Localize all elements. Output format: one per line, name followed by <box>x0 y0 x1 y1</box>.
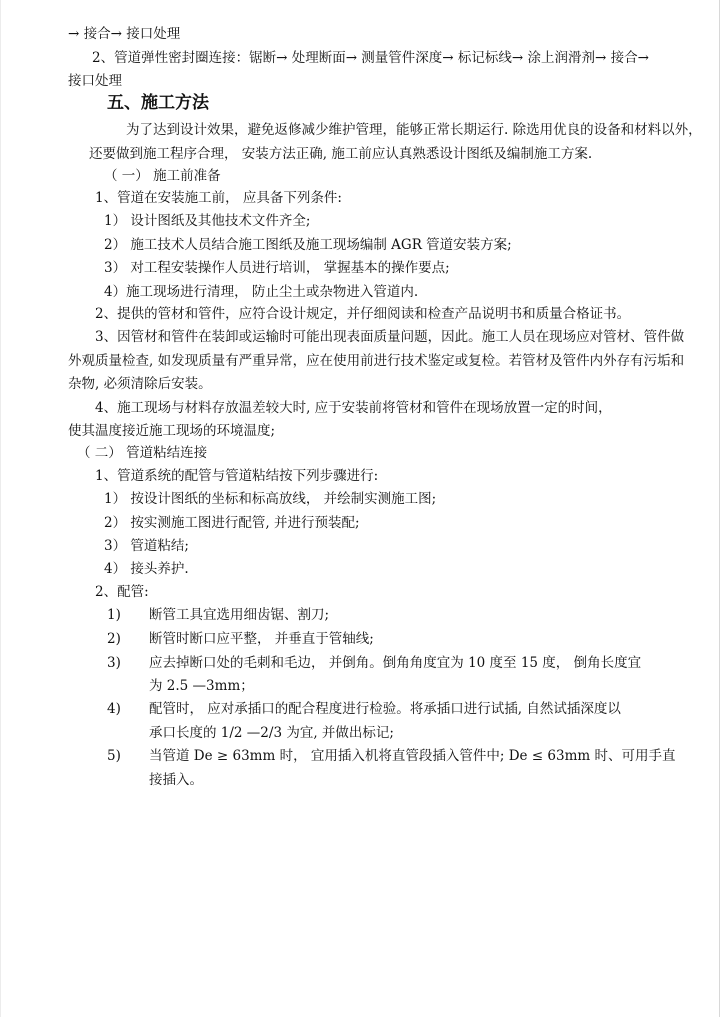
list-item: 断管工具宜选用细齿锯、割刀; <box>149 607 330 623</box>
text-line: 2、提供的管材和管件，应符合设计规定，并仔细阅读和检查产品说明书和质量合格证书。 <box>95 306 631 322</box>
list-item-continued: 接插入。 <box>149 772 203 788</box>
text-line: 使其温度接近施工现场的环境温度; <box>68 423 276 439</box>
text-line: 1、管道系统的配管与管道粘结按下列步骤进行: <box>95 468 379 484</box>
list-number: 4) <box>107 701 121 717</box>
text-line: 4、施工现场与材料存放温差较大时, 应于安装前将管材和管件在现场放置一定的时间， <box>95 400 612 416</box>
list-item: 应去掉断口处的毛刺和毛边， 并倒角。倒角角度宜为 10 度至 15 度， 倒角长度宜 <box>149 655 642 671</box>
subsection-heading: （ 二） 管道粘结连接 <box>77 445 208 461</box>
text-line: 2、管道弹性密封圈连接：锯断→ 处理断面→ 测量管件深度→ 标记标线→ 涂上润滑剂→ 接合→ <box>92 50 649 66</box>
list-item: 3） 管道粘结; <box>104 538 189 554</box>
list-number: 1) <box>107 607 121 623</box>
text-line: → 接合→ 接口处理 <box>68 26 181 42</box>
list-item: 1） 按设计图纸的坐标和标高放线， 并绘制实测施工图; <box>104 491 437 507</box>
list-item: 4）施工现场进行清理， 防止尘土或杂物进入管道内. <box>104 284 419 300</box>
list-number: 2) <box>107 631 121 647</box>
list-item-continued: 承口长度的 1/2 —2/3 为宜, 并做出标记; <box>149 725 394 741</box>
list-item: 当管道 De ≥ 63mm 时， 宜用插入机将直管段插入管件中; De ≤ 63mm 时、可用手直 <box>149 748 676 764</box>
list-item: 1） 设计图纸及其他技术文件齐全; <box>104 213 311 229</box>
list-item: 配管时， 应对承插口的配合程度进行检验。将承插口进行试插, 自然试插深度以 <box>149 701 621 717</box>
list-item: 2） 按实测施工图进行配管, 并进行预装配; <box>104 515 360 531</box>
section-heading: 五、施工方法 <box>107 93 209 113</box>
list-item-continued: 为 2.5 —3mm； <box>149 678 254 694</box>
list-item: 3） 对工程安装操作人员进行培训， 掌握基本的操作要点; <box>104 260 450 276</box>
text-line: 还要做到施工程序合理， 安装方法正确, 施工前应认真熟悉设计图纸及编制施工方案. <box>89 146 593 162</box>
list-item: 4） 接头养护. <box>104 561 189 577</box>
text-line: 3、因管材和管件在装卸或运输时可能出现表面质量问题，因此。施工人员在现场应对管材、管件做 <box>95 329 685 345</box>
list-item: 断管时断口应平整， 并垂直于管轴线; <box>149 631 374 647</box>
text-line: 接口处理 <box>68 73 122 89</box>
text-line: 为了达到设计效果，避免返修减少维护管理，能够正常长期运行. 除选用优良的设备和材料以外， <box>126 122 702 138</box>
text-line: 杂物, 必须清除后安装。 <box>68 376 212 392</box>
page-left-edge <box>0 0 1 1017</box>
list-number: 5) <box>107 748 121 764</box>
text-line: 2、配管: <box>95 584 149 600</box>
text-line: 外观质量检查, 如发现质量有严重异常，应在使用前进行技术鉴定或复检。若管材及管件内外存有污垢和 <box>68 353 685 369</box>
text-line: 1、管道在安装施工前， 应具备下列条件: <box>95 190 342 206</box>
list-item: 2） 施工技术人员结合施工图纸及施工现场编制 AGR 管道安装方案; <box>104 237 512 253</box>
list-number: 3) <box>107 655 121 671</box>
subsection-heading: （ 一） 施工前准备 <box>104 168 221 184</box>
